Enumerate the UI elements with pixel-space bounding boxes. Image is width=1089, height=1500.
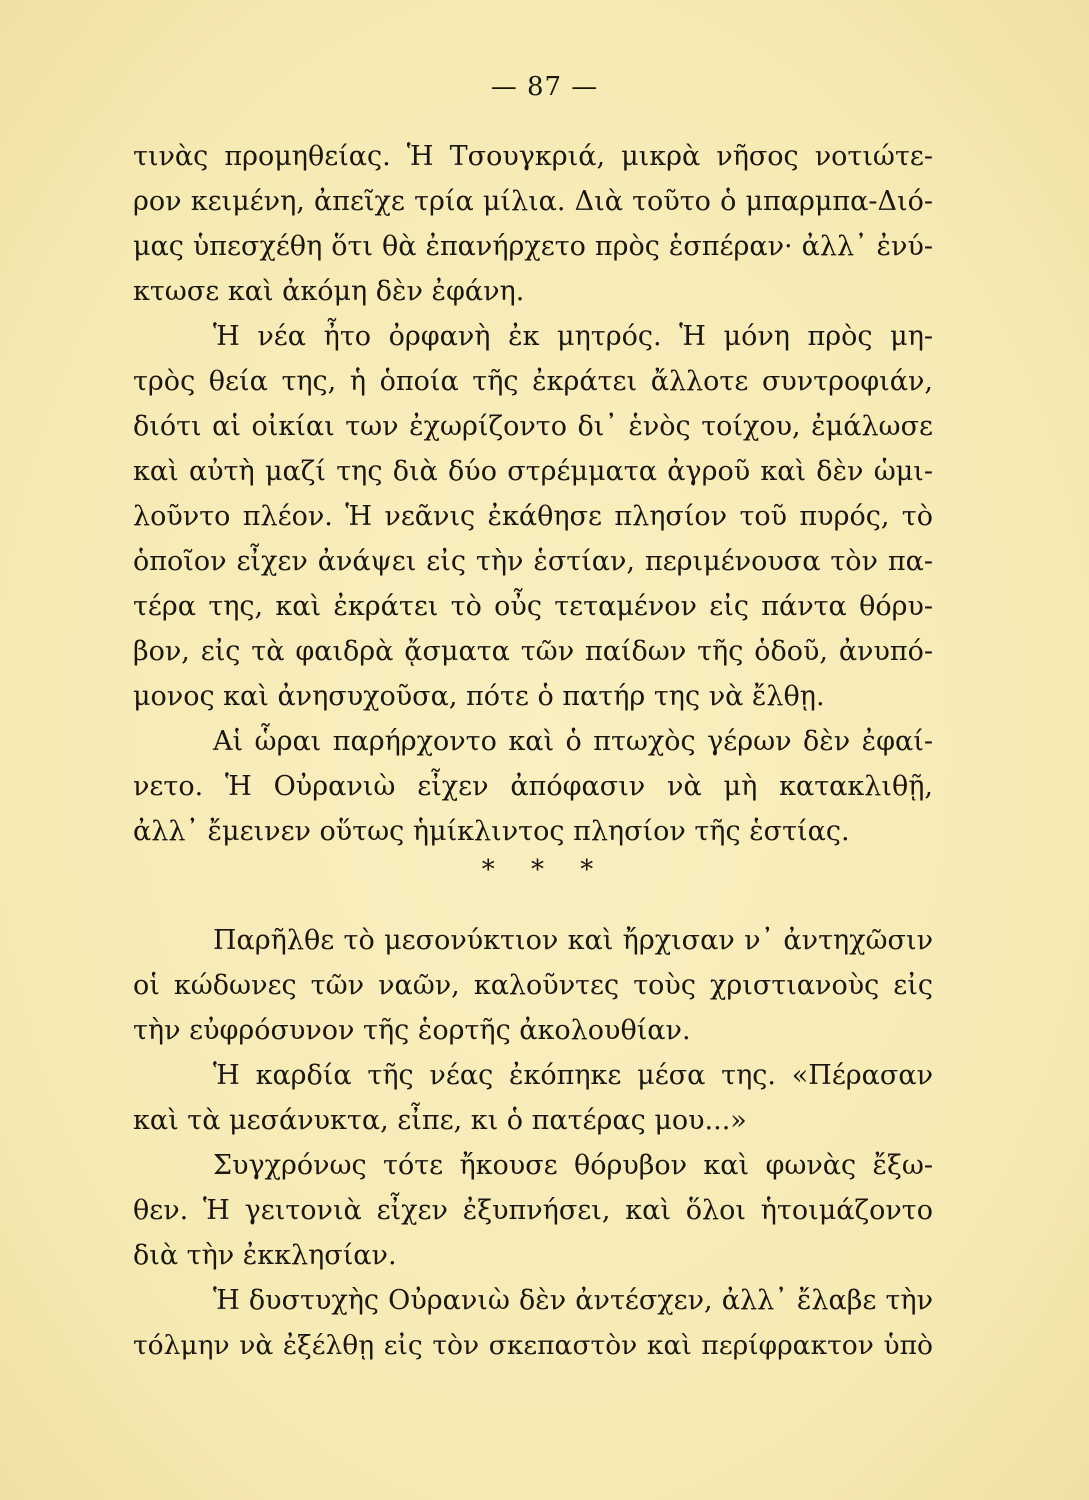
text-line: μας ὑπεσχέθη ὅτι θὰ ἐπανήρχετο πρὸς ἑσπέραν· ἀλλ᾽ ἐνύ- xyxy=(133,231,933,262)
text-line: τέρα της, καὶ ἐκράτει τὸ οὖς τεταμένον εἰς πάντα θόρυ- xyxy=(133,591,933,622)
text-line: ἀλλ᾽ ἔμεινεν οὕτως ἡμίκλιντος πλησίον τῆς ἑστίας. xyxy=(133,816,850,847)
text-line: βον, εἰς τὰ φαιδρὰ ᾄσματα τῶν παίδων τῆς ὁδοῦ, ἀνυπό- xyxy=(133,636,933,667)
text-line: λοῦντο πλέον. Ἡ νεᾶνις ἐκάθησε πλησίον τοῦ πυρός, τὸ xyxy=(133,501,933,532)
text-section-1 xyxy=(133,134,933,854)
text-section-2 xyxy=(133,918,933,1368)
text-line: τόλμην νὰ ἐξέλθῃ εἰς τὸν σκεπαστὸν καὶ περίφρακτον ὑπὸ xyxy=(133,1330,933,1361)
text-line: ὁποῖον εἶχεν ἀνάψει εἰς τὴν ἑστίαν, περιμένουσα τὸν πα- xyxy=(133,546,933,577)
text-line: τινὰς προμηθείας. Ἡ Τσουγκριά, μικρὰ νῆσος νοτιώτε- xyxy=(133,141,933,172)
text-line: θεν. Ἡ γειτονιὰ εἶχεν ἐξυπνήσει, καὶ ὅλοι ἡτοιμάζοντο xyxy=(133,1195,933,1226)
text-line: Συγχρόνως τότε ἤκουσε θόρυβον καὶ φωνὰς ἔξω- xyxy=(213,1150,933,1181)
text-line: κτωσε καὶ ἀκόμη δὲν ἐφάνη. xyxy=(133,276,525,307)
section-separator: * * * xyxy=(481,855,608,885)
text-line: νετο. Ἡ Οὐρανιὼ εἶχεν ἀπόφασιν νὰ μὴ κατακλιθῇ, xyxy=(133,771,933,802)
text-line: οἱ κώδωνες τῶν ναῶν, καλοῦντες τοὺς χριστιανοὺς εἰς xyxy=(133,970,933,1001)
text-line: καὶ αὐτὴ μαζί της διὰ δύο στρέμματα ἀγροῦ καὶ δὲν ὡμι- xyxy=(133,456,933,487)
text-line: τὴν εὐφρόσυνον τῆς ἑορτῆς ἀκολουθίαν. xyxy=(133,1015,691,1046)
text-line: μονος καὶ ἀνησυχοῦσα, πότε ὁ πατήρ της νὰ ἔλθῃ. xyxy=(133,681,825,712)
text-line: Ἡ καρδία τῆς νέας ἐκόπηκε μέσα της. «Πέρασαν xyxy=(213,1060,933,1091)
text-line: τρὸς θεία της, ἡ ὁποία τῆς ἐκράτει ἄλλοτε συντροφιάν, xyxy=(133,366,933,397)
text-line: Αἱ ὧραι παρήρχοντο καὶ ὁ πτωχὸς γέρων δὲν ἐφαί- xyxy=(213,726,933,757)
text-line: Ἡ νέα ἦτο ὀρφανὴ ἐκ μητρός. Ἡ μόνη πρὸς μη- xyxy=(213,321,933,352)
text-line: ρον κειμένη, ἀπεῖχε τρία μίλια. Διὰ τοῦτο ὁ μπαρμπα-Διό- xyxy=(133,186,933,217)
text-line: Παρῆλθε τὸ μεσονύκτιον καὶ ἤρχισαν ν᾽ ἀντηχῶσιν xyxy=(213,925,933,956)
text-line: διότι αἱ οἰκίαι των ἐχωρίζοντο δι᾽ ἑνὸς τοίχου, ἐμάλωσε xyxy=(133,411,933,442)
text-line: καὶ τὰ μεσάνυκτα, εἶπε, κι ὁ πατέρας μου...» xyxy=(133,1105,747,1136)
text-line: διὰ τὴν ἐκκλησίαν. xyxy=(133,1240,397,1271)
page-number: — 87 — xyxy=(490,72,599,102)
text-line: Ἡ δυστυχὴς Οὐρανιὼ δὲν ἀντέσχεν, ἀλλ᾽ ἔλαβε τὴν xyxy=(213,1285,933,1316)
